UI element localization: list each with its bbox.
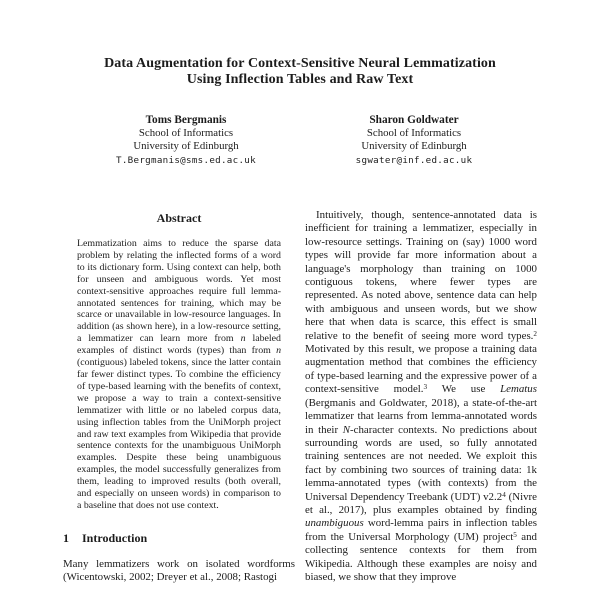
author-name: Sharon Goldwater (369, 114, 459, 126)
abstract-heading: Abstract (156, 211, 202, 225)
section-1-heading (63, 531, 295, 546)
author-email: sgwater@inf.ed.ac.uk (355, 155, 473, 166)
two-column-body (63, 207, 537, 585)
left-column (63, 207, 295, 585)
author-name: Toms Bergmanis (145, 114, 227, 126)
author-affiliation-1: School of Informatics (366, 127, 462, 139)
paper-title (50, 56, 550, 87)
author-block-right (300, 114, 528, 167)
paper-title-line2: Using Inflection Tables and Raw Text (186, 71, 414, 87)
section-title: Introduction (82, 530, 148, 545)
author-affiliation-1: School of Informatics (138, 127, 234, 139)
abstract-text: Lemmatization aims to reduce the sparse data problem by relating the inflected forms of a word to its dictionary form. Using context can help, both for unseen and ambiguous words. Yet most context-sensitive approaches require full lemma-annotated sentences for training, which may be scarce or unavailable in low-resource languages. In addition (as shown here), in a low-resource setting, a lemmatizer can learn more from n labeled examples of distinct words (types) than from n (contiguous) labeled tokens, since the latter contain far fewer distinct types. To combine the efficiency of type-based learning with the benefits of context, we propose a way to train a context-sensitive lemmatizer with little or no labeled corpus data, using inflection tables from the UniMorph project and raw text examples from Wikipedia that provide sentence contexts for the unambiguous UniMorph examples. Despite these being unambiguous examples, the model successfully generalizes from them, leading to improved results (both overall, and especially on unseen words) in comparison to a baseline that does not use context. (77, 238, 281, 511)
authors-row (0, 114, 600, 167)
section-number: 1 (63, 530, 69, 545)
author-affiliation-2: University of Edinburgh (361, 140, 467, 152)
author-email: T.Bergmanis@sms.ed.ac.uk (116, 155, 256, 166)
author-block-left (72, 114, 300, 167)
author-affiliation-2: University of Edinburgh (133, 140, 239, 152)
right-column-paragraph: Intuitively, though, sentence-annotated data is inefficient for training a lemmatizer, especially in low-resource settings. Training on (say) 1000 word types will provide far more information about a language's morphology than training on 1000 contiguous tokens, where fewer types are represented. As noted above, sentence data can help with ambiguous and unseen words, but we show here that when data is scarce, this effect is small relative to the benefit of seeing more word types.$^2$ Motivated by this result, we propose a training data augmentation method that combines the efficiency of type-based learning and the expressive power of a context-sensitive model.$^3$ We use Lematus (Bergmanis and Goldwater, 2018), a state-of-the-art lemmatizer that learns from lemma-annotated words in their N-character contexts. No predictions about surrounding words are used, so fully annotated training sentences are not needed. We exploit this fact by combining two sources of training data: 1k lemma-annotated types (with contexts) from the Universal Dependency Treebank (UDT) $v2.2^4$ (Nivre et al., 2017), plus examples obtained by finding unambiguous word-lemma pairs in inflection tables from the Universal Morphology (UM) project$^5$ and collecting sentence contexts for them from Wikipedia. Although these examples are noisy and biased, we show that they improve (305, 209, 537, 583)
intro-paragraph: Many lemmatizers work on isolated wordforms (Wicentowski, 2002; Dreyer et al., 2008; Rastogi (63, 557, 295, 584)
paper-title-line1: Data Augmentation for Context-Sensitive Neural Lemmatization (104, 56, 496, 71)
right-column (305, 207, 537, 584)
